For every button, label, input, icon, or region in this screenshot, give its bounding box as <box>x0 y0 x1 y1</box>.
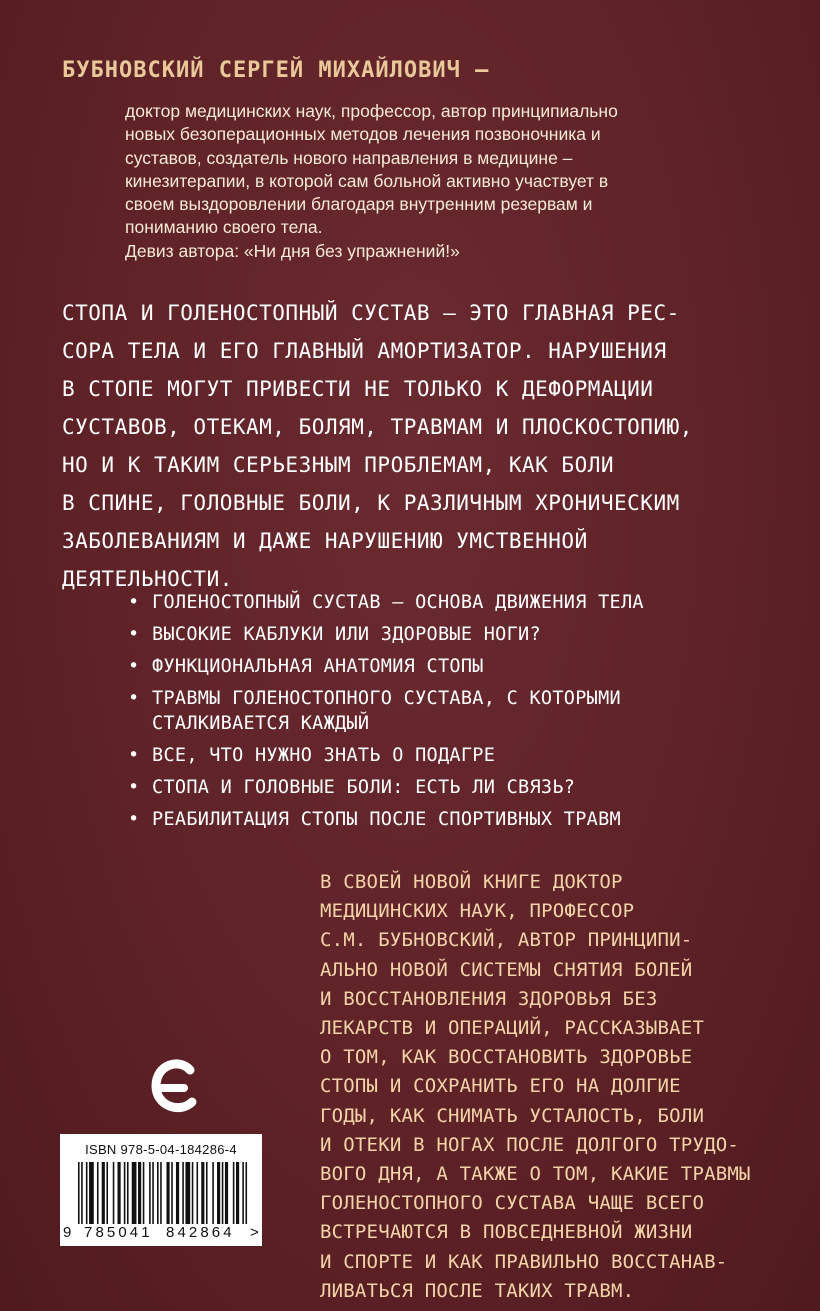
topic-item <box>128 743 778 768</box>
author-bio-line: своем выздоровлении благодаря внутренним резервам и <box>125 194 593 215</box>
annotation-line: СТОПЫ И СОХРАНИТЬ ЕГО НА ДОЛГИЕ <box>320 1075 681 1098</box>
barcode-bar <box>157 1162 159 1224</box>
barcode-bar <box>236 1162 239 1224</box>
bullet-icon: • <box>128 592 140 613</box>
topic-item <box>128 807 778 832</box>
bullet-icon: • <box>128 745 140 766</box>
barcode-bar <box>245 1162 247 1224</box>
topic-item <box>128 622 778 647</box>
barcode-bar <box>143 1162 145 1224</box>
barcode-digits-left: 785041 <box>84 1224 153 1241</box>
barcode-bar <box>102 1162 105 1224</box>
topic-text: СТАЛКИВАЕТСЯ КАЖДЫЙ <box>152 713 370 734</box>
topic-text: ФУНКЦИОНАЛЬНАЯ АНАТОМИЯ СТОПЫ <box>152 656 484 677</box>
topic-item <box>128 590 778 615</box>
barcode-bar <box>197 1162 199 1224</box>
annotation-line: И СПОРТЕ И КАК ПРАВИЛЬНО ВОССТАНАВ- <box>320 1250 728 1273</box>
lead-line: НО И К ТАКИМ СЕРЬЕЗНЫМ ПРОБЛЕМАМ, КАК БОЛИ <box>62 453 615 477</box>
barcode-digit-first: 9 <box>63 1224 72 1241</box>
barcode-bar <box>233 1162 235 1224</box>
barcode-digits-right: 842864 <box>166 1224 235 1241</box>
barcode-bar <box>89 1162 94 1224</box>
lead-line: ЗАБОЛЕВАНИЯМ И ДАЖЕ НАРУШЕНИЮ УМСТВЕННОЙ <box>62 529 588 553</box>
barcode-bar <box>81 1162 83 1224</box>
annotation-line: ЛЕКАРСТВ И ОПЕРАЦИЙ, РАССКАЗЫВАЕТ <box>320 1017 705 1040</box>
lead-line: СОРА ТЕЛА И ЕГО ГЛАВНЫЙ АМОРТИЗАТОР. НАРУШЕНИЯ <box>62 339 667 363</box>
barcode-bar <box>176 1162 179 1224</box>
annotation-line: И ОТЕКИ В НОГАХ ПОСЛЕ ДОЛГОГО ТРУДО- <box>320 1133 740 1156</box>
author-bio-line: новых безоперационных методов лечения позвоночника и <box>125 124 601 145</box>
author-bio-line: Девиз автора: «Ни дня без упражнений!» <box>125 240 460 261</box>
topic-text: ТРАВМЫ ГОЛЕНОСТОПНОГО СУСТАВА, С КОТОРЫМИ <box>152 688 621 709</box>
barcode-bar <box>149 1162 151 1224</box>
barcode-bar <box>192 1162 194 1224</box>
isbn-barcode <box>60 1134 262 1246</box>
bullet-icon: • <box>128 656 140 677</box>
author-bio-line: кинезитерапии, в которой сам больной активно участвует в <box>125 170 609 191</box>
lead-line: В СПИНЕ, ГОЛОВНЫЕ БОЛИ, К РАЗЛИЧНЫМ ХРОНИЧЕСКИМ <box>62 491 680 515</box>
barcode-bar <box>171 1162 173 1224</box>
topic-list <box>128 590 778 839</box>
barcode-bar <box>78 1162 80 1224</box>
annotation-line: ГОЛЕНОСТОПНОГО СУСТАВА ЧАЩЕ ВСЕГО <box>320 1192 705 1215</box>
annotation-line: ГОДЫ, КАК СНИМАТЬ УСТАЛОСТЬ, БОЛИ <box>320 1104 705 1127</box>
annotation-line: О ТОМ, КАК ВОССТАНОВИТЬ ЗДОРОВЬЕ <box>320 1046 693 1069</box>
lead-line: ДЕЯТЕЛЬНОСТИ. <box>62 567 233 591</box>
topic-text: ГОЛЕНОСТОПНЫЙ СУСТАВ — ОСНОВА ДВИЖЕНИЯ ТЕЛА <box>152 592 644 613</box>
barcode-bar <box>86 1162 88 1224</box>
bullet-icon: • <box>128 777 140 798</box>
barcode-bar <box>242 1162 244 1224</box>
barcode-bar <box>152 1162 154 1224</box>
author-bio <box>125 100 745 263</box>
barcode-bar <box>201 1162 204 1224</box>
annotation-line: ВСТРЕЧАЮТСЯ В ПОВСЕДНЕВНОЙ ЖИЗНИ <box>320 1221 693 1244</box>
barcode-bar <box>132 1162 137 1224</box>
topic-text: ВСЕ, ЧТО НУЖНО ЗНАТЬ О ПОДАГРЕ <box>152 745 496 766</box>
annotation-line: С.М. БУБНОВСКИЙ, АВТОР ПРИНЦИПИ- <box>320 929 693 952</box>
barcode-bar <box>212 1162 214 1224</box>
barcode-bar <box>182 1162 184 1224</box>
eksmo-logo-icon <box>150 1058 200 1114</box>
lead-line: СУСТАВОВ, ОТЕКАМ, БОЛЯМ, ТРАВМАМ И ПЛОСКОСТОПИЮ, <box>62 415 693 439</box>
barcode-bar <box>217 1162 220 1224</box>
author-bio-line: доктор медицинских наук, профессор, автор принципиально <box>125 101 618 121</box>
barcode-bar <box>97 1162 99 1224</box>
annotation-line: АЛЬНО НОВОЙ СИСТЕМЫ СНЯТИЯ БОЛЕЙ <box>320 958 693 981</box>
bullet-icon: • <box>128 624 140 645</box>
barcode-bar <box>166 1162 169 1224</box>
barcode-bar <box>118 1162 121 1224</box>
barcode-bar <box>106 1162 108 1224</box>
topic-text: ВЫСОКИЕ КАБЛУКИ ИЛИ ЗДОРОВЫЕ НОГИ? <box>152 624 541 645</box>
barcode-bar <box>127 1162 129 1224</box>
author-name: БУБНОВСКИЙ СЕРГЕЙ МИХАЙЛОВИЧ – <box>62 58 490 83</box>
annotation-line: МЕДИЦИНСКИХ НАУК, ПРОФЕССОР <box>320 900 635 923</box>
annotation-line: ЛИВАТЬСЯ ПОСЛЕ ТАКИХ ТРАВМ. <box>320 1279 635 1302</box>
barcode-bar <box>160 1162 162 1224</box>
bullet-icon: • <box>128 809 140 830</box>
barcode-bar <box>185 1162 190 1224</box>
annotation-line: ВОГО ДНЯ, А ТАКЖЕ О ТОМ, КАКИЕ ТРАВМЫ <box>320 1163 751 1186</box>
topic-text: СТОПА И ГОЛОВНЫЕ БОЛИ: ЕСТЬ ЛИ СВЯЗЬ? <box>152 777 576 798</box>
barcode-bar <box>124 1162 126 1224</box>
lead-line: В СТОПЕ МОГУТ ПРИВЕСТИ НЕ ТОЛЬКО К ДЕФОРМАЦИИ <box>62 377 654 401</box>
annotation-line: И ВОССТАНОВЛЕНИЯ ЗДОРОВЬЯ БЕЗ <box>320 987 658 1010</box>
barcode-digits <box>60 1224 262 1244</box>
barcode-bar <box>222 1162 224 1224</box>
barcode-bar <box>138 1162 141 1224</box>
lead-line: СТОПА И ГОЛЕНОСТОПНЫЙ СУСТАВ — ЭТО ГЛАВНАЯ РЕС- <box>62 301 680 325</box>
bullet-icon: • <box>128 688 140 709</box>
topic-item <box>128 775 778 800</box>
barcode-bar <box>206 1162 208 1224</box>
barcode-bar <box>113 1162 115 1224</box>
topic-item <box>128 654 778 679</box>
isbn-number: ISBN 978-5-04-184286-4 <box>85 1142 237 1157</box>
annotation-line: В СВОЕЙ НОВОЙ КНИГЕ ДОКТОР <box>320 871 623 893</box>
barcode-bars <box>72 1162 252 1224</box>
topic-text: РЕАБИЛИТАЦИЯ СТОПЫ ПОСЛЕ СПОРТИВНЫХ ТРАВМ <box>152 809 621 830</box>
barcode-bar <box>225 1162 228 1224</box>
topic-item <box>128 686 778 736</box>
author-bio-line: пониманию своего тела. <box>125 217 323 238</box>
author-bio-line: суставов, создатель нового направления в медицине – <box>125 147 573 168</box>
barcode-end-mark: > <box>250 1224 259 1241</box>
lead-paragraph <box>62 294 782 598</box>
book-annotation <box>320 868 800 1306</box>
